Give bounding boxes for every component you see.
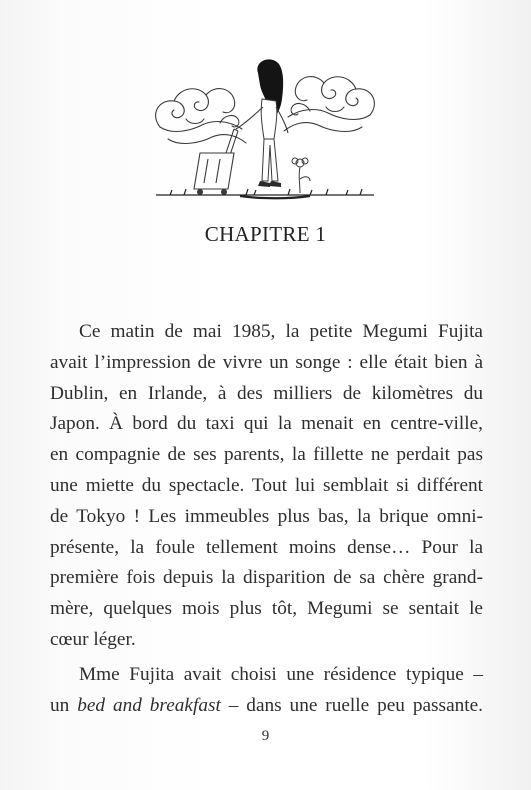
text-line: avait l’impression de vivre un songe : elle était bien à bbox=[50, 351, 483, 373]
text-fragment: un bbox=[50, 694, 78, 716]
text-line: présente, la foule tellement moins dense… Pour la bbox=[50, 536, 483, 558]
text-line: Japon. À bord du taxi qui la menait en centre-ville, bbox=[50, 413, 483, 435]
text-line bbox=[50, 691, 483, 722]
text-line: première fois depuis la disparition de sa chère grand- bbox=[50, 567, 483, 589]
text-line: de Tokyo ! Les immeubles plus bas, la brique omni- bbox=[50, 505, 483, 527]
suitcase-drawing bbox=[194, 129, 238, 195]
chapter-title: CHAPITRE 1 bbox=[204, 222, 327, 246]
paragraph-1 bbox=[50, 317, 483, 656]
body-text bbox=[50, 317, 483, 721]
page-number: 9 bbox=[261, 728, 270, 744]
text-line: Dublin, en Irlande, à des milliers de kilomètres du bbox=[50, 382, 483, 404]
text-line: Ce matin de mai 1985, la petite Megumi Fujita bbox=[79, 321, 483, 342]
text-line: Mme Fujita avait choisi une résidence typique – bbox=[79, 663, 483, 685]
paragraph-2 bbox=[50, 660, 483, 722]
text-line: mère, quelques mois plus tôt, Megumi se sentait le bbox=[50, 598, 483, 620]
chapter-illustration bbox=[150, 55, 380, 203]
flower-drawing bbox=[292, 158, 310, 193]
italic-phrase: bed and breakfast bbox=[77, 694, 221, 716]
text-line: en compagnie de ses parents, la fillette ne perdait pas bbox=[50, 444, 483, 466]
text-line: cœur léger. bbox=[50, 628, 136, 650]
girl-figure bbox=[236, 59, 288, 187]
text-fragment: – dans une ruelle peu passante. bbox=[220, 694, 483, 716]
ground-grass bbox=[156, 189, 374, 198]
text-line: une miette du spectacle. Tout lui semblait si différent bbox=[50, 474, 483, 496]
right-swirl-ornament bbox=[284, 77, 374, 132]
